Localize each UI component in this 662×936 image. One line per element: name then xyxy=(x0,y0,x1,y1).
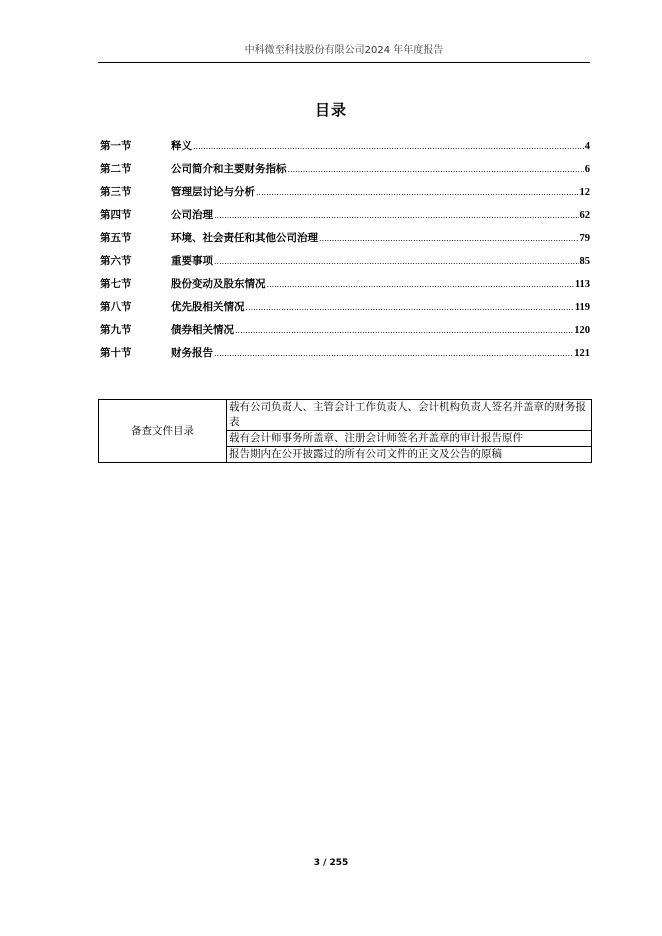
toc-section-number: 第一节 xyxy=(100,140,132,152)
toc-section-title: 环境、社会责任和其他公司治理 xyxy=(171,232,318,244)
toc-section-title: 财务报告 xyxy=(171,347,213,359)
toc-section-number: 第六节 xyxy=(100,255,132,267)
toc-section-title: 股份变动及股东情况 xyxy=(171,278,266,290)
reference-document-item: 载有会计师事务所盖章、注册会计师签名并盖章的审计报告原件 xyxy=(227,431,592,447)
toc-leader-dots xyxy=(214,208,579,224)
toc-section-title: 优先股相关情况 xyxy=(171,301,245,313)
toc-leader-dots xyxy=(288,162,584,178)
header-divider xyxy=(98,62,590,63)
toc-leader-dots xyxy=(214,346,573,362)
toc-leader-dots xyxy=(319,231,579,247)
toc-leader-dots xyxy=(235,323,573,339)
toc-section-number: 第五节 xyxy=(100,232,132,244)
toc-section-number: 第十节 xyxy=(100,347,132,359)
toc-section-number: 第四节 xyxy=(100,209,132,221)
toc-section-title: 管理层讨论与分析 xyxy=(171,186,255,198)
page-header: 中科微至科技股份有限公司2024 年年度报告 xyxy=(244,45,444,56)
toc-leader-dots xyxy=(256,185,579,201)
toc-title: 目录 xyxy=(314,101,347,119)
toc-entry[interactable] xyxy=(100,322,590,345)
toc-section-number: 第二节 xyxy=(100,163,132,175)
table-row xyxy=(99,400,592,431)
toc-page-number: 12 xyxy=(579,187,590,198)
toc-entry[interactable] xyxy=(100,161,590,184)
toc-entry[interactable] xyxy=(100,299,590,322)
reference-document-item: 载有公司负责人、主管会计工作负责人、会计机构负责人签名并盖章的财务报表 xyxy=(227,400,592,431)
toc-section-title: 公司治理 xyxy=(171,209,213,221)
toc-leader-dots xyxy=(193,139,584,155)
toc-entry[interactable] xyxy=(100,345,590,368)
page-number: 3 / 255 xyxy=(313,858,349,868)
toc-page-number: 121 xyxy=(574,348,590,359)
toc-section-title: 重要事项 xyxy=(171,255,213,267)
toc-section-number: 第七节 xyxy=(100,278,132,290)
toc-section-number: 第八节 xyxy=(100,301,132,313)
table-of-contents xyxy=(100,138,590,368)
toc-page-number: 113 xyxy=(574,279,590,290)
toc-section-title: 债券相关情况 xyxy=(171,324,234,336)
toc-entry[interactable] xyxy=(100,276,590,299)
toc-page-number: 4 xyxy=(584,141,590,152)
reference-documents-label: 备查文件目录 xyxy=(99,400,227,463)
toc-section-number: 第九节 xyxy=(100,324,132,336)
toc-entry[interactable] xyxy=(100,253,590,276)
reference-documents-table xyxy=(98,399,592,463)
toc-section-title: 公司简介和主要财务指标 xyxy=(171,163,287,175)
toc-leader-dots xyxy=(214,254,579,270)
toc-entry[interactable] xyxy=(100,184,590,207)
toc-page-number: 85 xyxy=(579,256,590,267)
toc-entry[interactable] xyxy=(100,207,590,230)
toc-page-number: 62 xyxy=(579,210,590,221)
toc-page-number: 119 xyxy=(574,302,590,313)
toc-page-number: 79 xyxy=(579,233,590,244)
toc-leader-dots xyxy=(267,277,574,293)
toc-section-title: 释义 xyxy=(171,140,192,152)
toc-page-number: 120 xyxy=(574,325,590,336)
toc-page-number: 6 xyxy=(584,164,590,175)
toc-entry[interactable] xyxy=(100,230,590,253)
toc-leader-dots xyxy=(246,300,574,316)
toc-entry[interactable] xyxy=(100,138,590,161)
reference-document-item: 报告期内在公开披露过的所有公司文件的正文及公告的原稿 xyxy=(227,447,592,463)
toc-section-number: 第三节 xyxy=(100,186,132,198)
